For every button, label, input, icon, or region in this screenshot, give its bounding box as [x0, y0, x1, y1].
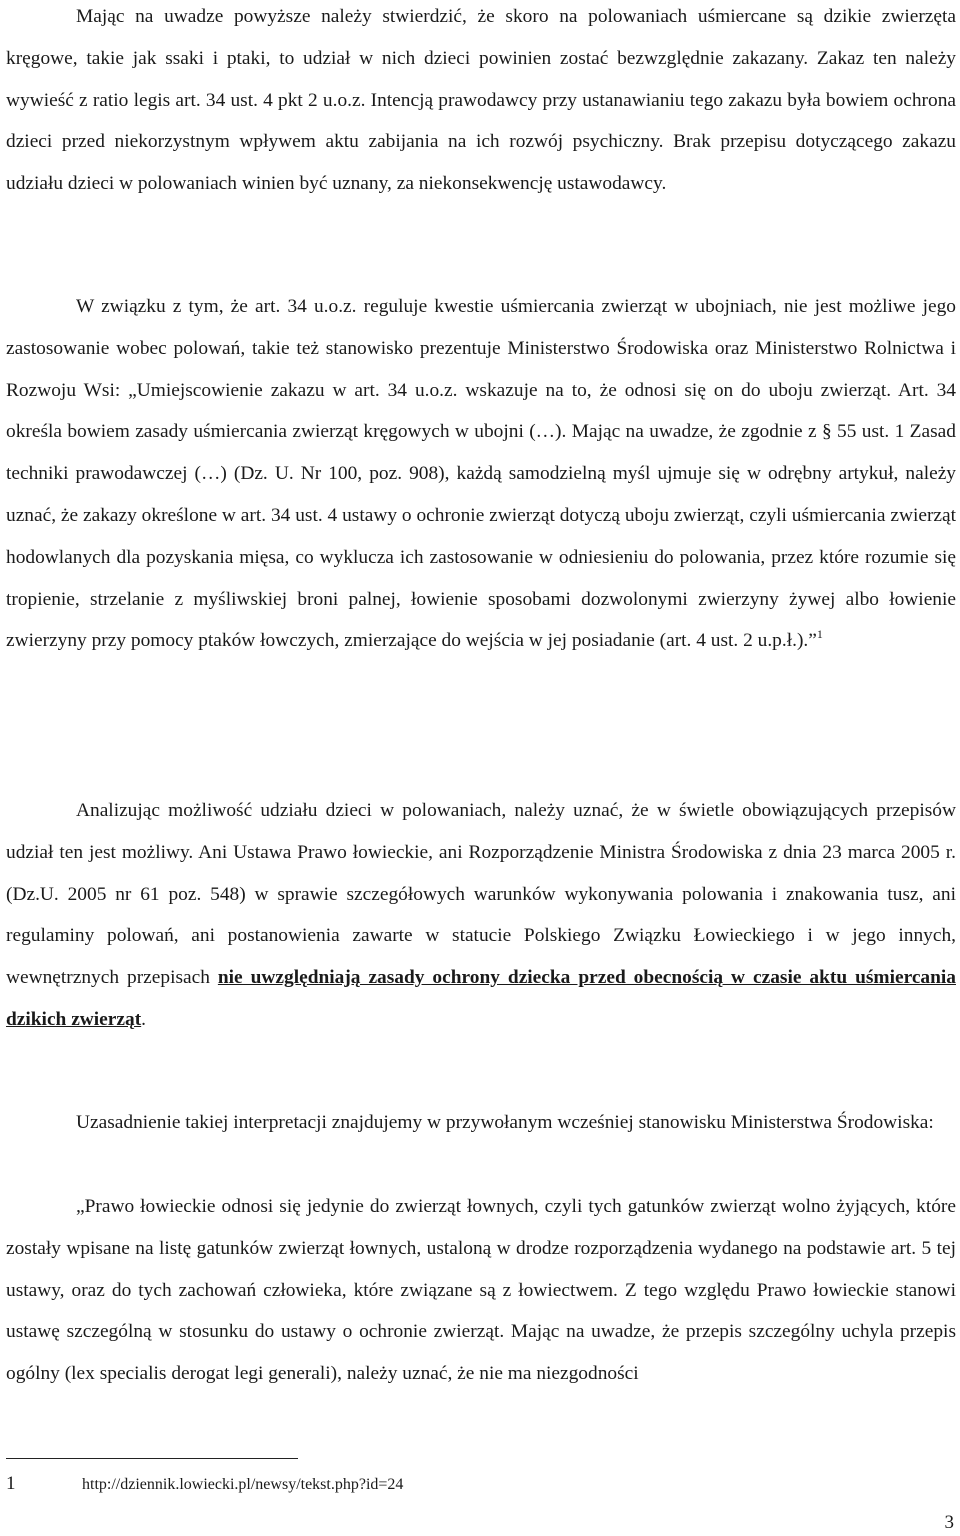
paragraph-3-text: Analizując możliwość udziału dzieci w polowaniach, należy uznać, że w świetle obowiązujących przepisów udział ten jest możliwy. Ani Ustawa Prawo łowieckie, ani Rozporządzenie Ministra Środowiska z dnia 23 marca 2005 r. (Dz.U. 2005 nr 61 poz. 548) w sprawie szczegółowych warunków wykonywania polowania i znakowania tusz, ani regulaminy polowań, ani postanowienia zawarte w statucie Polskiego Związku Łowieckiego i w jego innych, wewnętrznych przepisach [6, 800, 956, 989]
paragraph-3 [6, 790, 956, 1041]
paragraph-4 [6, 1102, 956, 1144]
page-number: 3 [944, 1512, 954, 1533]
paragraph-1 [6, 0, 956, 205]
footnote-reference[interactable]: 1 [816, 627, 823, 642]
paragraph-5-text: „Prawo łowieckie odnosi się jedynie do zwierząt łownych, czyli tych gatunków zwierząt wolno żyjących, które zostały wpisane na listę gatunków zwierząt łownych, ustaloną w drodze rozporządzenia wydanego na podstawie art. 5 tej ustawy, oraz do tych zachowań człowieka, które związane są z łowiectwem. Z tego względu Prawo łowieckie stanowi ustawę szczególną w stosunku do ustawy o ochronie zwierząt. Mając na uwadze, że przepis szczególny uchyla przepis ogólny (lex specialis derogat legi generali), należy uznać, że nie ma niezgodności [6, 1196, 956, 1385]
footnote-number: 1 [6, 1473, 16, 1494]
paragraph-2 [6, 286, 956, 662]
paragraph-4-text: Uzasadnienie takiej interpretacji znajdujemy w przywołanym wcześniej stanowisku Ministerstwa Środowiska: [76, 1112, 934, 1133]
paragraph-5-quote [6, 1186, 956, 1395]
footnote-link[interactable]: http://dziennik.lowiecki.pl/newsy/tekst.php?id=24 [82, 1476, 404, 1493]
footnote-separator [6, 1458, 298, 1459]
paragraph-3-end: . [141, 1008, 147, 1030]
footnote [6, 1472, 403, 1497]
paragraph-1-text: Mając na uwadze powyższe należy stwierdzić, że skoro na polowaniach uśmiercane są dzikie zwierzęta kręgowe, takie jak ssaki i ptaki, to udział w nich dzieci powinien zostać bezwzględnie zakazany. Zakaz ten należy wywieść z ratio legis art. 34 ust. 4 pkt 2 u.o.z. Intencją prawodawcy przy ustanawianiu tego zakazu była bowiem ochrona dzieci przed niekorzystnym wpływem aktu zabijania na ich rozwój psychiczny. Brak przepisu dotyczącego zakazu udziału dzieci w polowaniach winien być uznany, za niekonsekwencję ustawodawcy. [6, 6, 956, 195]
paragraph-2-text: W związku z tym, że art. 34 u.o.z. reguluje kwestie uśmiercania zwierząt w ubojniach, nie jest możliwe jego zastosowanie wobec polowań, takie też stanowisko prezentuje Ministerstwo Środowiska oraz Ministerstwo Rolnictwa i Rozwoju Wsi: „Umiejscowienie zakazu w art. 34 u.o.z. wskazuje na to, że odnosi się on do uboju zwierząt. Art. 34 określa bowiem zasady uśmiercania zwierząt kręgowych w ubojni (…). Mając na uwadze, że zgodnie z § 55 ust. 1 Zasad techniki prawodawczej (…) (Dz. U. Nr 100, poz. 908), każdą samodzielną myśl ujmuje się w odrębny artykuł, należy uznać, że zakazy określone w art. 34 ust. 4 ustawy o ochronie zwierząt dotyczą uboju zwierząt, czyli uśmiercania zwierząt hodowlanych dla pozyskania mięsa, co wyklucza ich zastosowanie w odniesieniu do polowania, przez które rozumie się tropienie, strzelanie z myśliwskiej broni palnej, łowienie sposobami dozwolonymi zwierzyny żywej albo łowienie zwierzyny przy pomocy ptaków łowczych, zmierzające do wejścia w jej posiadanie (art. 4 ust. 2 u.p.ł.).” [6, 296, 956, 652]
paragraph-3-emphasis: nie uwzględniają zasady ochrony dziecka przed obecnością w czasie aktu uśmiercania dzikich zwierząt [6, 967, 956, 1030]
